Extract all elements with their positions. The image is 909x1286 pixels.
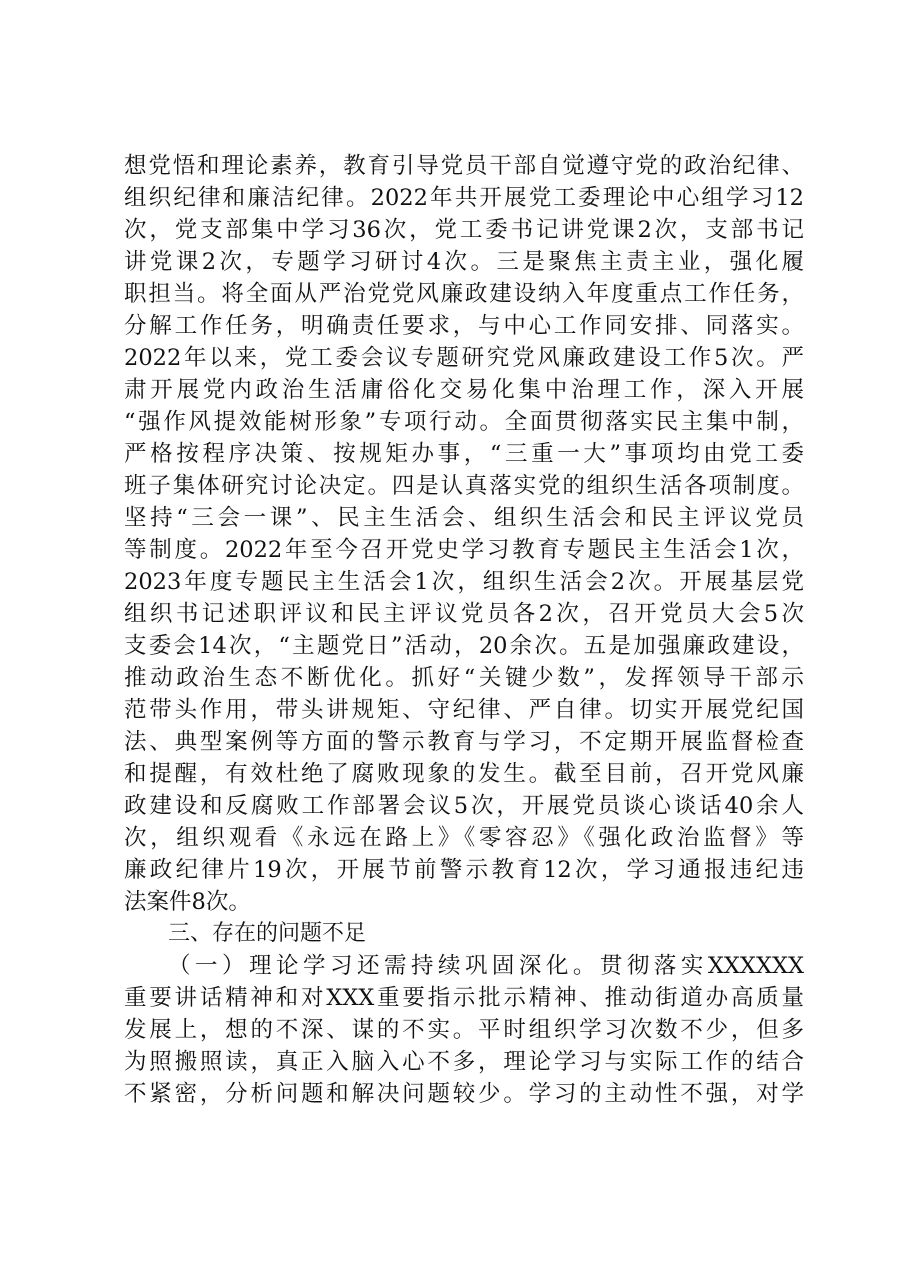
text-line: 等制度。2022年至今召开党史学习教育专题民主生活会1次，	[124, 537, 804, 563]
text-line: 支委会14次，“主题党日”活动，20余次。五是加强廉政建设，	[124, 633, 804, 659]
text-line: 法案件8次。	[124, 889, 251, 915]
text-line: 推动政治生态不断优化。抓好“关键少数”，发挥领导干部示	[124, 665, 804, 691]
text-line: 想党悟和理论素养，教育引导党员干部自觉遵守党的政治纪律、	[124, 153, 804, 179]
text-line: 次，组织观看《永远在路上》《零容忍》《强化政治监督》等	[124, 825, 804, 851]
text-line: “强作风提效能树形象”专项行动。全面贯彻落实民主集中制，	[124, 409, 804, 435]
text-line: 政建设和反腐败工作部署会议5次，开展党员谈心谈话40余人	[124, 793, 804, 819]
text-line: 坚持“三会一课”、民主生活会、组织生活会和民主评议党员	[124, 505, 804, 531]
text-line: 组织书记述职评议和民主评议党员各2次，召开党员大会5次	[124, 601, 804, 627]
text-line: 2023年度专题民主生活会1次，组织生活会2次。开展基层党	[124, 569, 804, 595]
text-line: 职担当。将全面从严治党党风廉政建设纳入年度重点工作任务，	[124, 281, 804, 307]
text-line: 班子集体研究讨论决定。四是认真落实党的组织生活各项制度。	[124, 473, 804, 499]
text-line: 发展上，想的不深、谋的不实。平时组织学习次数不少，但多	[124, 1017, 804, 1043]
paragraph-party-building	[124, 150, 804, 918]
text-line: 严格按程序决策、按规矩办事，“三重一大”事项均由党工委	[124, 441, 804, 467]
text-line: 不紧密，分析问题和解决问题较少。学习的主动性不强，对学	[124, 1081, 804, 1107]
text-line: 2022年以来，党工委会议专题研究党风廉政建设工作5次。严	[124, 345, 804, 371]
text-line: 为照搬照读，真正入脑入心不多，理论学习与实际工作的结合	[124, 1049, 804, 1075]
document-page	[124, 150, 804, 1110]
text-line: 分解工作任务，明确责任要求，与中心工作同安排、同落实。	[124, 313, 804, 339]
text-line: 范带头作用，带头讲规矩、守纪律、严自律。切实开展党纪国	[124, 697, 804, 723]
text-line: 重要讲话精神和对XXX重要指示批示精神、推动街道办高质量	[124, 985, 804, 1011]
text-line: 组织纪律和廉洁纪律。2022年共开展党工委理论中心组学习12	[124, 185, 804, 211]
text-line: 法、典型案例等方面的警示教育与学习，不定期开展监督检查	[124, 729, 804, 755]
text-line: 和提醒，有效杜绝了腐败现象的发生。截至目前，召开党风廉	[124, 761, 804, 787]
text-line: 廉政纪律片19次，开展节前警示教育12次，学习通报违纪违	[124, 857, 804, 883]
section-heading: 三、存在的问题不足	[168, 921, 367, 946]
text-line: 肃开展党内政治生活庸俗化交易化集中治理工作，深入开展	[124, 377, 804, 403]
text-line: 次，党支部集中学习36次，党工委书记讲党课2次，支部书记	[124, 217, 804, 243]
paragraph-problems	[124, 950, 804, 1110]
text-line: 讲党课2次，专题学习研讨4次。三是聚焦主责主业，强化履	[124, 249, 804, 275]
text-line: （一）理论学习还需持续巩固深化。贯彻落实XXXXXX	[168, 953, 804, 979]
